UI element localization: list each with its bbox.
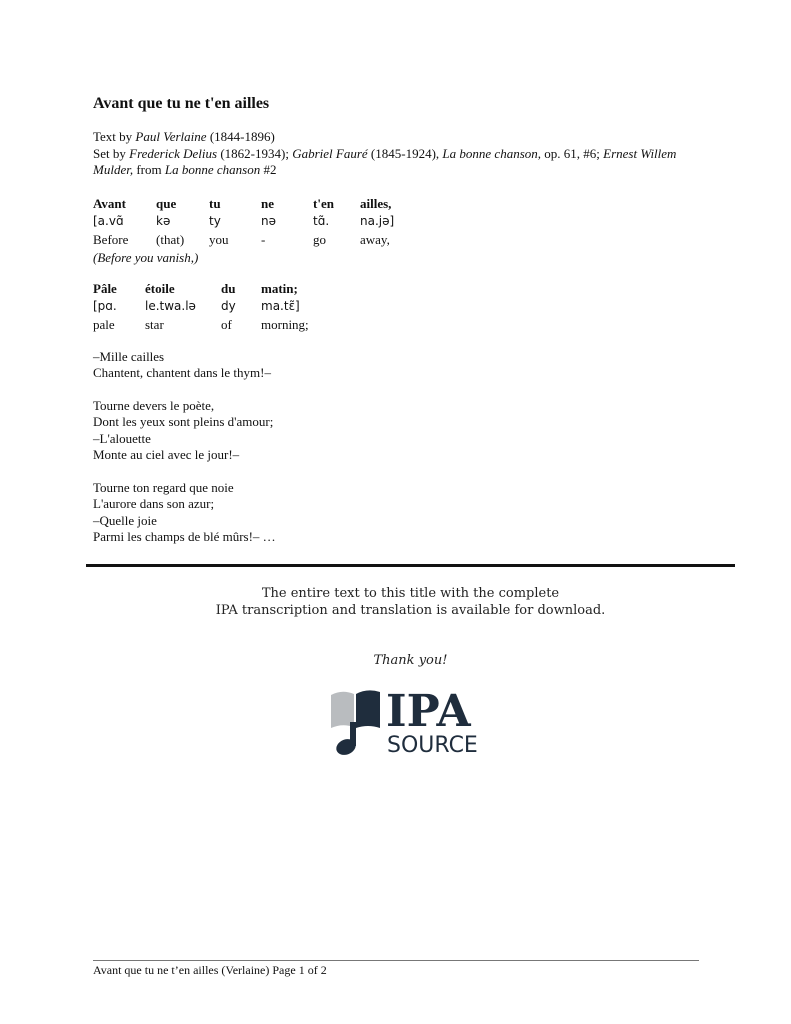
- composer-3: Ernest Willem Mulder,: [93, 145, 677, 177]
- text-prefix: Text by: [93, 129, 136, 144]
- ipa-cell: [pɑ.: [93, 299, 117, 313]
- poem-line: –Quelle joie: [93, 512, 157, 528]
- ipa-cell: ty: [209, 214, 221, 228]
- logo-word-source: SOURCE: [387, 733, 478, 758]
- poet-name: Paul Verlaine: [135, 129, 207, 144]
- thank-you-text: Thank you!: [373, 653, 448, 668]
- gloss-cell: of: [221, 317, 232, 332]
- word-cell: que: [156, 196, 177, 211]
- page-footer: Avant que tu ne t’en ailles (Verlaine) Page 1 of 2: [93, 963, 327, 977]
- work-2: La bonne chanson: [164, 162, 261, 177]
- gloss-cell: go: [313, 232, 326, 247]
- line-1-translation: (Before you vanish,): [93, 250, 199, 265]
- gloss-cell: -: [261, 232, 266, 247]
- ipa-cell: le.twa.lə: [145, 299, 196, 313]
- poem-line: Parmi les champs de blé mûrs!– …: [93, 528, 276, 544]
- ipa-cell: tɑ̃.: [313, 214, 330, 228]
- book-music-note-icon: [331, 690, 380, 757]
- composer-2: Gabriel Fauré: [292, 145, 368, 161]
- ipa-cell: dy: [221, 299, 236, 313]
- word-cell: ne: [261, 196, 274, 211]
- set-credit: [93, 146, 703, 179]
- section-divider: [86, 564, 735, 567]
- ipa-cell: ma.tɛ̃]: [261, 299, 300, 313]
- set-prefix: Set by: [93, 145, 130, 161]
- word-cell: matin;: [261, 281, 298, 296]
- ipa-cell: nə: [261, 214, 276, 228]
- poet-dates: (1844-1896): [206, 129, 275, 144]
- gloss-cell: you: [209, 232, 229, 247]
- poem-line: Dont les yeux sont pleins d'amour;: [93, 414, 274, 430]
- from-text: from: [133, 162, 165, 177]
- download-notice: [86, 585, 735, 619]
- line-1-block: [93, 196, 395, 266]
- logo-word-ipa: IPA: [386, 686, 471, 737]
- line-1-words: [93, 196, 392, 214]
- line-1-gloss: [93, 232, 390, 250]
- ipa-cell: [a.vɑ̃: [93, 214, 124, 228]
- poem-line: –L'alouette: [93, 430, 151, 446]
- composer-1: Frederick Delius: [129, 145, 218, 161]
- stanza-2: [93, 398, 273, 463]
- work-1: La bonne chanson,: [442, 145, 542, 161]
- poem-line: Chantent, chantent dans le thym!–: [93, 365, 271, 381]
- work-1-info: op. 61, #6;: [541, 145, 604, 161]
- gloss-cell: morning;: [261, 317, 309, 332]
- download-notice-line: The entire text to this title with the complete: [261, 586, 560, 601]
- poem-line: –Mille cailles: [93, 349, 165, 364]
- word-cell: t'en: [313, 196, 334, 211]
- download-notice-line: IPA transcription and translation is available for download.: [215, 603, 606, 618]
- gloss-cell: Before: [93, 232, 129, 247]
- credits: [93, 129, 703, 179]
- word-cell: étoile: [145, 281, 175, 296]
- gloss-cell: pale: [93, 317, 115, 332]
- composer-2-dates: (1845-1924),: [367, 145, 443, 161]
- footer-divider: [93, 960, 699, 961]
- word-cell: du: [221, 281, 236, 296]
- page-title: Avant que tu ne t'en ailles: [93, 95, 270, 112]
- poem-line: Monte au ciel avec le jour!–: [93, 446, 240, 462]
- poem-line: Tourne devers le poète,: [93, 398, 215, 413]
- line-1-ipa: [93, 214, 395, 232]
- gloss-cell: star: [145, 317, 164, 332]
- word-cell: tu: [209, 196, 221, 211]
- text-credit: [93, 129, 703, 146]
- stanza-1: [93, 349, 271, 382]
- work-2-info: #2: [260, 162, 277, 177]
- gloss-cell: away,: [360, 232, 390, 247]
- gloss-cell: (that): [156, 232, 185, 247]
- poem-line: L'aurore dans son azur;: [93, 496, 215, 512]
- stanza-3: [93, 480, 276, 545]
- word-cell: ailles,: [360, 196, 392, 211]
- word-cell: Pâle: [93, 281, 117, 296]
- word-cell: Avant: [93, 196, 126, 211]
- poem-line: Tourne ton regard que noie: [93, 480, 234, 495]
- ipa-cell: na.jə]: [360, 214, 395, 228]
- ipa-cell: kə: [156, 214, 171, 228]
- composer-1-dates: (1862-1934);: [217, 145, 293, 161]
- ipa-source-logo: [328, 684, 494, 758]
